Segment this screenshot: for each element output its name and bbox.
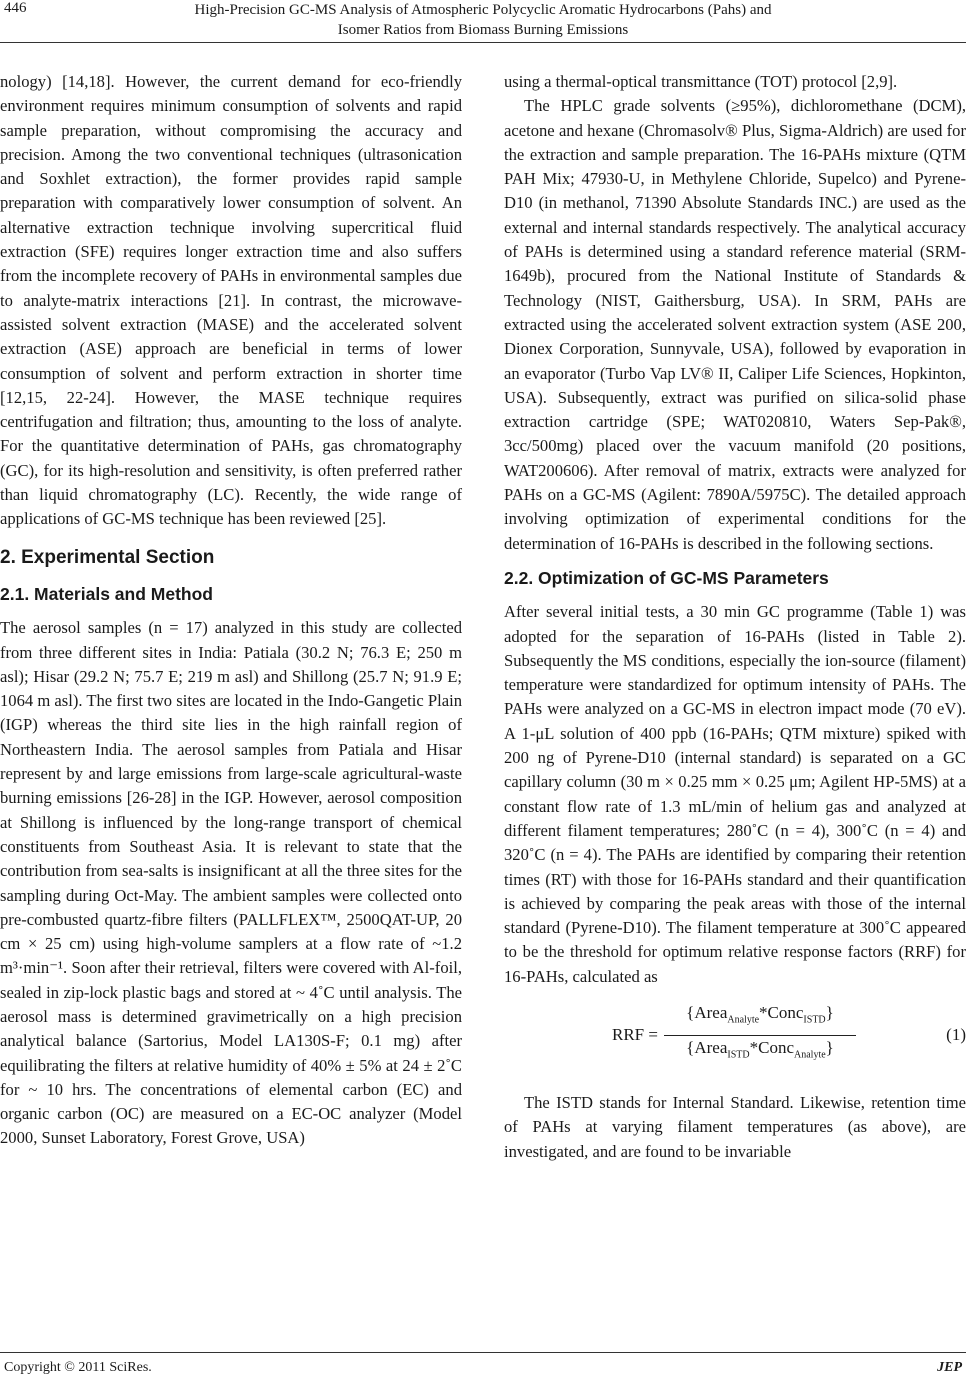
journal-abbrev: JEP <box>937 1360 962 1375</box>
denominator-conc: *Conc <box>749 1037 794 1057</box>
section-heading: 2. Experimental Section <box>0 546 215 568</box>
denominator-area: {Area <box>686 1037 728 1057</box>
subsection-heading-2-2: 2.2. Optimization of GC-MS Parameters <box>504 567 829 588</box>
right-column <box>504 70 966 1164</box>
denominator-close: } <box>825 1037 834 1057</box>
numerator-close: } <box>825 1002 834 1022</box>
denominator-sub-analyte: Analyte <box>794 1049 826 1061</box>
running-head <box>0 0 966 40</box>
running-head-line-2: Isomer Ratios from Biomass Burning Emissions <box>337 22 629 38</box>
numerator-conc: *Conc <box>759 1002 804 1022</box>
left-paragraph-1: nology) [14,18]. However, the current demand for eco-friendly environment requires minimum consumption of solvents and rapid sample preparation, without compromising the accuracy and precision. Among the two conventional techniques (ultrasonication and Soxhlet extraction), the former provides rapid sample preparation with comparatively lower consumption of solvent. An alternative extraction technique involving supercritical fluid extraction (SFE) requires longer extraction time and also suffers from the incomplete recovery of PAHs in environmental samples due to analyte-matrix interactions [21]. In contrast, the microwave-assisted solvent extraction (MASE) and the accelerated solvent extraction (ASE) approach are beneficial in terms of lower consumption of solvent and perform extraction in shorter time [12,15, 22-24]. However, the MASE technique requires centrifugation and filtration; thus, amounting to the loss of analyte. For the quantitative determination of PAHs, gas chromatography (GC), for its high-resolution and sensitivity, is often preferred rather than liquid chromatography (LC). Recently, the wide range of applications of GC-MS technique has been reviewed [25]. <box>0 72 462 529</box>
copyright: Copyright © 2011 SciRes. <box>4 1360 152 1375</box>
left-paragraph-2: The aerosol samples (n = 17) analyzed in this study are collected from three different sites in India: Patiala (30.2 N; 76.3 E; 250 m asl); Hisar (29.2 N; 75.7 E; 219 m asl) and Shillong (25.7 N; 91.9 E; 1064 m asl). The first two sites are located in the Indo-Gangetic Plain (IGP) whereas the third site lies in the high rainfall region of Northeastern India. The aerosol samples from Patiala and Hisar represent by and large emissions from large-scale agricultural-waste burning emissions [26-28] in the IGP. However, aerosol composition at Shillong is influenced by the long-range transport of chemical constituents from Southeast Asia. It is relevant to state that the contribution from sea-salts is insignificant at all the three sites for the sampling during Oct-May. The ambient samples were collected onto pre-combusted quartz-fibre filters (PALLFLEX™, 2500QAT-UP, 20 cm × 25 cm) using high-volume samplers at a flow rate of ~1.2 m³·min⁻¹. Soon after their retrieval, filters were covered with Al-foil, sealed in zip-lock plastic bags and stored at ~ 4˚C until analysis. The aerosol mass is determined gravimetrically on a high precision analytical balance (Sartorius, Model LA130S-F; 0.1 mg) after equilibrating the filters at relative humidity of 40% ± 5% at 24 ± 2˚C for ~ 10 hrs. The concentrations of elemental carbon (EC) and organic carbon (OC) are measured on a EC-OC analyzer (Model 2000, Sunset Laboratory, Forest Grove, USA) <box>0 618 462 1148</box>
right-paragraph-2: The HPLC grade solvents (≥95%), dichloromethane (DCM), acetone and hexane (Chromasolv® Plus, Sigma-Aldrich) are used for the extraction and sample preparation. The 16-PAHs mixture (QTM PAH Mix; 47930-U, in Methylene Chloride, Supelco) and Pyrene-D10 (in methanol, 71390 Absolute Standards INC.) are used as the external and internal standards respectively. The analytical accuracy of PAHs is determined using a standard reference material (SRM-1649b), procured from the National Institute of Standards & Technology (NIST, Gaithersburg, USA). In SRM, PAHs are extracted using the accelerated solvent extraction system (ASE 200, Dionex Corporation, Sunnyvale, USA), followed by evaporation in an evaporator (Turbo Vap LV® II, Caliper Life Sciences, Hopkinton, USA). Subsequently, extract was purified on silica-solid phase extraction cartridge (SPE; WAT020810, Waters Sep-Pak®, 3cc/500mg) placed over the vacuum manifold (20 positions, WAT200606). After removal of matrix, extracts were analyzed for PAHs on a GC-MS (Agilent: 7890A/5975C). The detailed approach involving optimization of experimental conditions for the determination of 16-PAHs is described in the following sections. <box>504 96 966 553</box>
equation-lhs: RRF = <box>612 1024 658 1044</box>
footer-rule <box>0 1352 966 1353</box>
numerator-sub-analyte: Analyte <box>727 1014 760 1026</box>
denominator-sub-istd: ISTD <box>727 1049 750 1061</box>
equation-denominator <box>664 1036 856 1068</box>
equation-number: (1) <box>946 1024 966 1044</box>
equation-fraction <box>664 1001 856 1067</box>
equation-numerator <box>664 1001 856 1036</box>
numerator-area: {Area <box>686 1002 728 1022</box>
left-column <box>0 70 462 1151</box>
subsection-heading-2-1: 2.1. Materials and Method <box>0 583 213 604</box>
header-rule <box>0 42 966 43</box>
page-number: 446 <box>4 0 27 16</box>
equation-rrf <box>504 997 966 1077</box>
right-paragraph-1: using a thermal-optical transmittance (TOT) protocol [2,9]. <box>504 72 898 91</box>
numerator-sub-istd: ISTD <box>803 1014 826 1026</box>
running-head-line-1: High-Precision GC-MS Analysis of Atmospheric Polycyclic Aromatic Hydrocarbons (Pahs) and <box>194 2 772 18</box>
right-paragraph-4: The ISTD stands for Internal Standard. Likewise, retention time of PAHs at varying filament temperatures (as above), are investigated, and are found to be invariable <box>504 1092 966 1161</box>
right-paragraph-3: After several initial tests, a 30 min GC programme (Table 1) was adopted for the separation of 16-PAHs (listed in Table 2). Subsequently the MS conditions, especially the ion-source (filament) temperature were standardized for optimum intensity of PAHs. The PAHs were analyzed on a GC-MS in electron impact mode (70 eV). A 1-μL solution of 400 ppb (16-PAHs; QTM mixture) spiked with 200 ng of Pyrene-D10 (internal standard) is separated on a GC capillary column (30 m × 0.25 mm × 0.25 μm; Agilent HP-5MS) at a constant flow rate of 1.3 mL/min of helium gas and analyzed at different filament temperatures; 280˚C (n = 4), 300˚C (n = 4) and 320˚C (n = 4). The PAHs are identified by comparing their retention times (RT) with those for 16-PAHs standard and their quantification is achieved by comparing the peak areas with those of the internal standard (Pyrene-D10). The filament temperature at 300˚C appeared to be the threshold for optimum relative response factors (RRF) for 16-PAHs, calculated as <box>504 602 966 986</box>
